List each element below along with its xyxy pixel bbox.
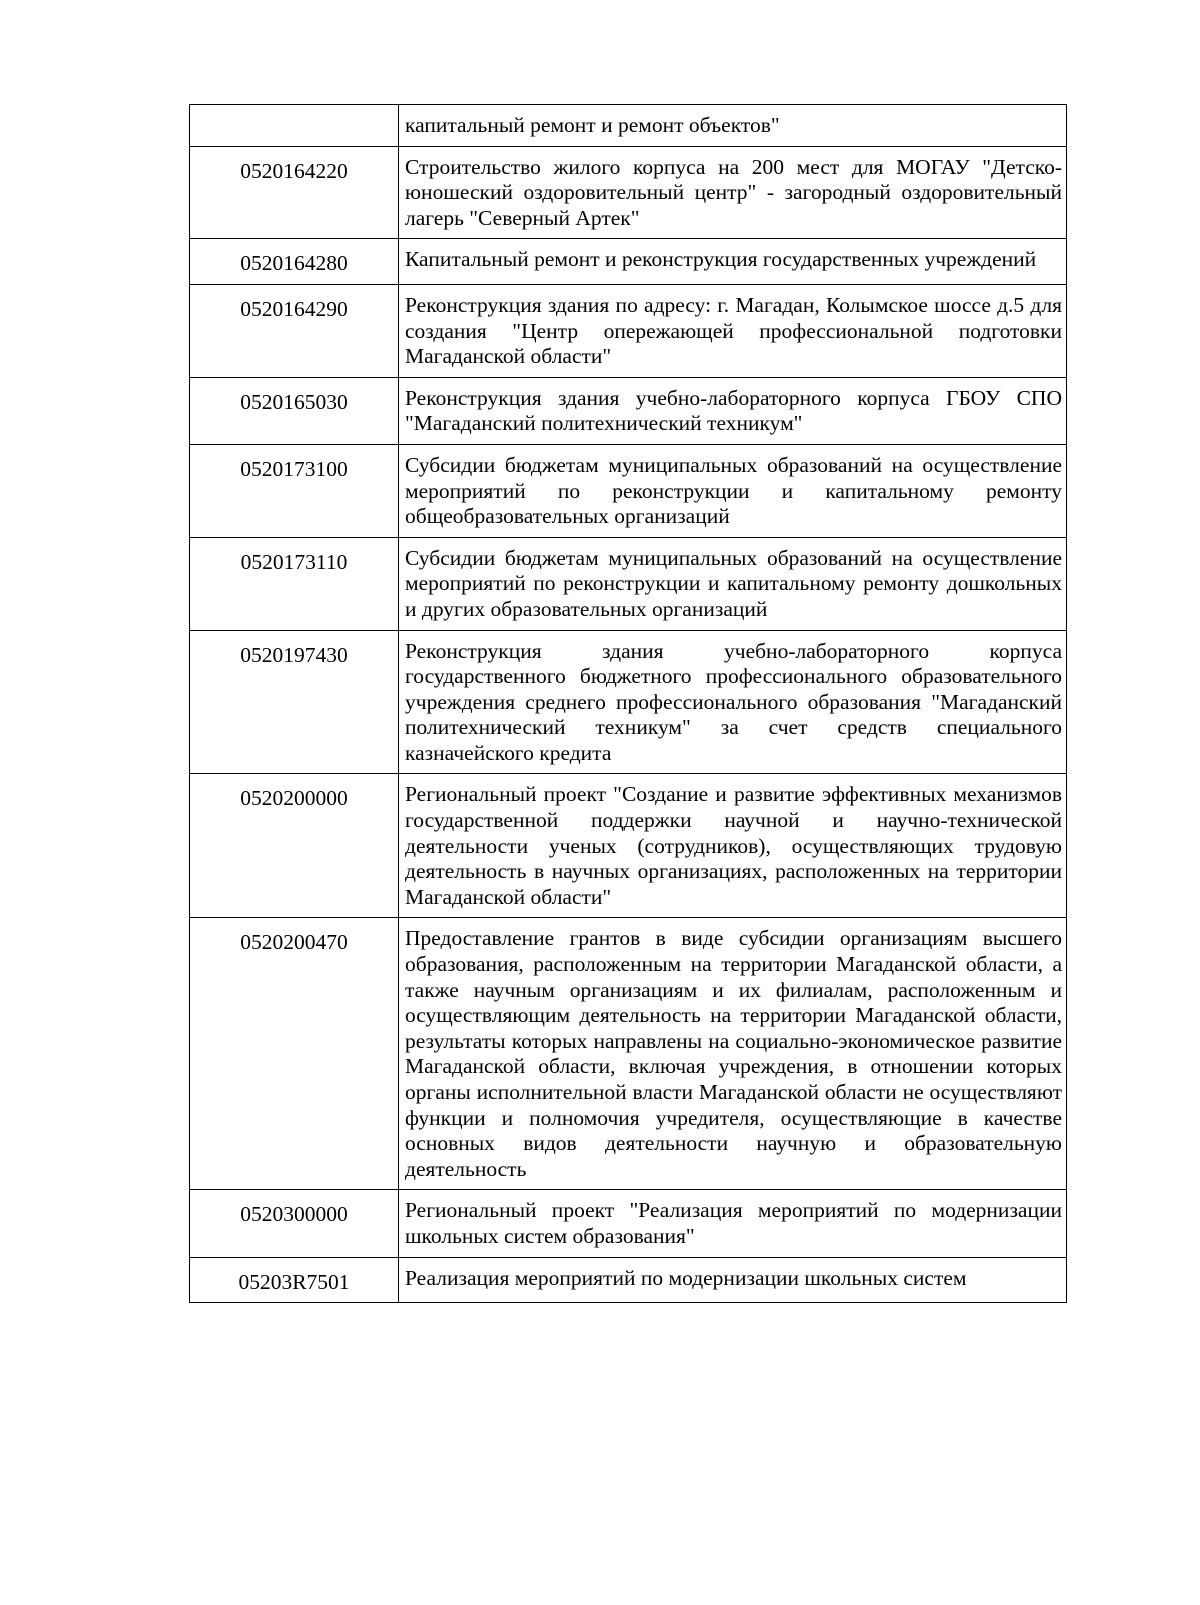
table-row	[190, 444, 1067, 537]
row-code: 0520300000	[190, 1190, 399, 1257]
row-description: капитальный ремонт и ремонт объектов"	[399, 105, 1067, 147]
row-code: 0520164290	[190, 284, 399, 377]
row-description: Строительство жилого корпуса на 200 мест для МОГАУ "Детско-юношеский оздоровительный центр" - загородный оздоровительный лагерь "Северный Артек"	[399, 146, 1067, 239]
table-row	[190, 774, 1067, 918]
table-row	[190, 1190, 1067, 1257]
row-description: Региональный проект "Создание и развитие эффективных механизмов государственной поддержки научной и научно-технической деятельности ученых (сотрудников), осуществляющих трудовую деятельность в научных организациях, расположенных на территории Магаданской области"	[399, 774, 1067, 918]
row-description: Субсидии бюджетам муниципальных образований на осуществление мероприятий по реконструкции и капитальному ремонту общеобразовательных организаций	[399, 444, 1067, 537]
row-description: Региональный проект "Реализация мероприятий по модернизации школьных систем образования"	[399, 1190, 1067, 1257]
row-code: 0520173100	[190, 444, 399, 537]
table-row	[190, 1257, 1067, 1303]
table-row	[190, 537, 1067, 630]
row-description: Предоставление грантов в виде субсидии организациям высшего образования, расположенным на территории Магаданской области, а также научным организациям и их филиалам, расположенным и осуществляющим деятельность на территории Магаданской области, результаты которых направлены на социально-экономическое развитие Магаданской области, включая учреждения, в отношении которых органы исполнительной власти Магаданской области не осуществляют функции и полномочия учредителя, осуществляющие в качестве основных видов деятельности научную и образовательную деятельность	[399, 918, 1067, 1190]
row-description: Реконструкция здания по адресу: г. Магадан, Колымское шоссе д.5 для создания "Центр опережающей профессиональной подготовки Магаданской области"	[399, 284, 1067, 377]
row-code: 0520200470	[190, 918, 399, 1190]
table-row	[190, 377, 1067, 444]
table-row	[190, 146, 1067, 239]
table-row	[190, 239, 1067, 285]
row-code: 0520200000	[190, 774, 399, 918]
budget-classification-table	[189, 104, 1067, 1303]
row-code: 0520164220	[190, 146, 399, 239]
row-description: Реконструкция здания учебно-лабораторного корпуса ГБОУ СПО "Магаданский политехнический техникум"	[399, 377, 1067, 444]
table-row	[190, 284, 1067, 377]
row-code: 0520164280	[190, 239, 399, 285]
row-code	[190, 105, 399, 147]
row-code: 0520173110	[190, 537, 399, 630]
row-description: Реконструкция здания учебно-лабораторного корпуса государственного бюджетного профессионального образовательного учреждения среднего профессионального образования "Магаданский политехнический техникум" за счет средств специального казначейского кредита	[399, 630, 1067, 774]
row-code: 0520165030	[190, 377, 399, 444]
table-row	[190, 918, 1067, 1190]
row-description: Субсидии бюджетам муниципальных образований на осуществление мероприятий по реконструкции и капитальному ремонту дошкольных и других образовательных организаций	[399, 537, 1067, 630]
row-description: Реализация мероприятий по модернизации школьных систем	[399, 1257, 1067, 1303]
table-row	[190, 105, 1067, 147]
row-code: 0520197430	[190, 630, 399, 774]
row-code: 05203R7501	[190, 1257, 399, 1303]
table-row	[190, 630, 1067, 774]
row-description: Капитальный ремонт и реконструкция государственных учреждений	[399, 239, 1067, 285]
